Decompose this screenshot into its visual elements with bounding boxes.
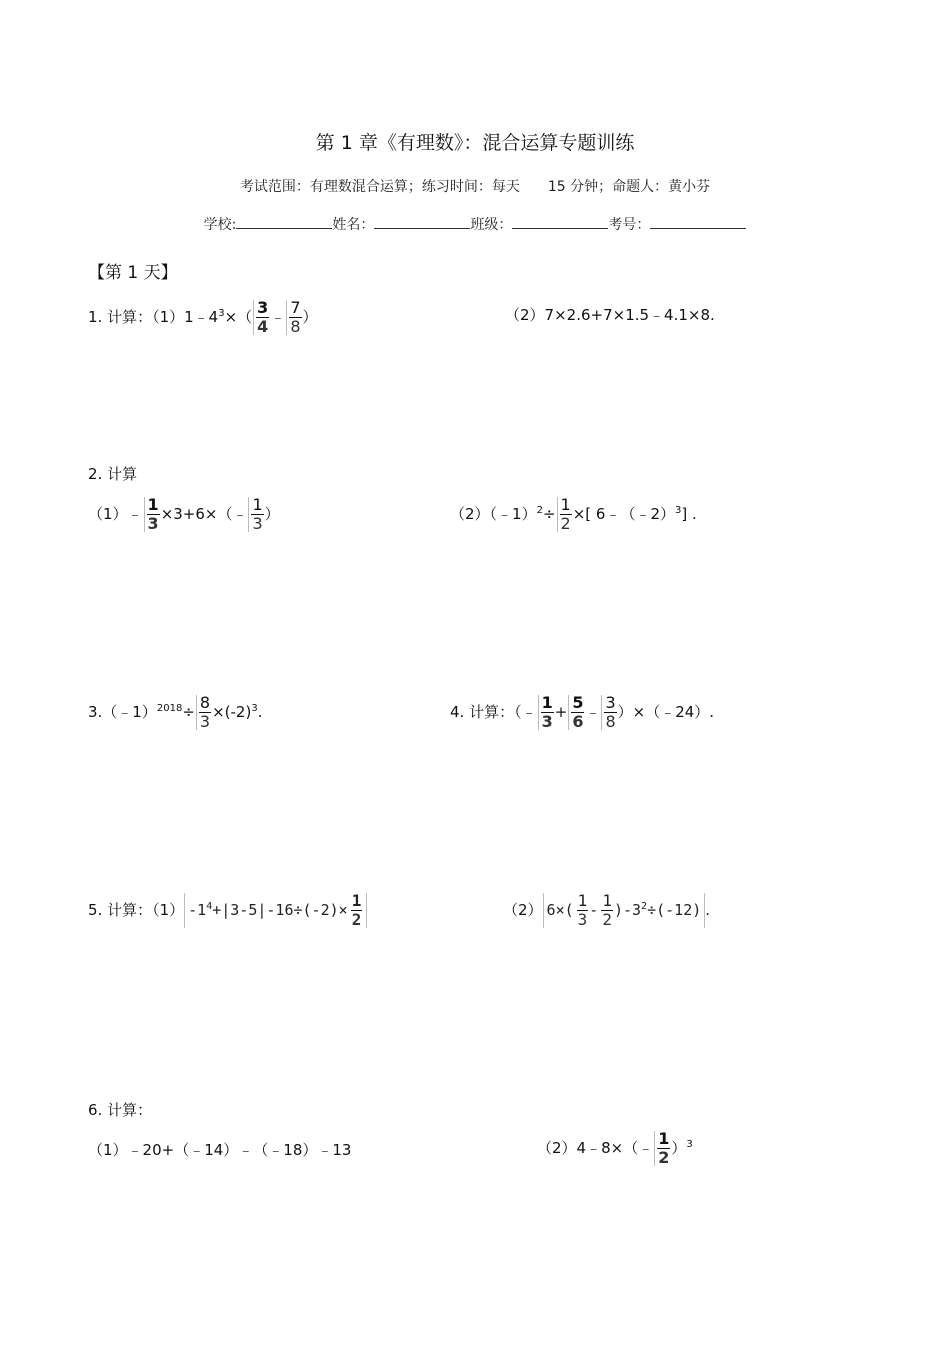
- fraction: $\frac{1}{3}$: [538, 695, 554, 730]
- question-1-part-1: 1. 计算：$(1)1﹣4^3\times$（ $\frac{3}{4}$ ﹣ $\frac{7}{8}$ ）: [88, 298, 318, 336]
- question-4: 4. 计算：（﹣ $\frac{1}{3}$ + $\frac{5}{6}$ ﹣ $\frac{3}{8}$ ）×（﹣24）.: [450, 693, 715, 731]
- question-5-part-1: 5. 计算：（1） $-1^4+|3-5|-16\div(-2)\times$ $\frac{1}{2}$: [88, 893, 367, 928]
- day-label: 【第 1 天】: [88, 263, 178, 283]
- question-6-part-1: （1）﹣20+（﹣14）﹣（﹣18）﹣13: [88, 1141, 352, 1159]
- number-label: 考号：: [608, 217, 651, 233]
- fraction: $\frac{1}{3}$: [577, 891, 588, 929]
- fraction: $\frac{7}{8}$: [286, 300, 301, 335]
- fraction: $\frac{1}{2}$: [654, 1131, 670, 1166]
- fraction: $\frac{8}{3}$: [196, 695, 211, 730]
- question-2-label: 2. 计算: [88, 465, 138, 483]
- question-5-part-2: （2） 6×( $\frac{1}{3}$ - $\frac{1}{2}$ )$-3^2\div(-12)$ .: [503, 891, 711, 929]
- student-info-line: [0, 214, 950, 234]
- class-label: 班级：: [470, 217, 513, 233]
- question-2-part-1: （1）﹣ $\frac{1}{3}$ ×3+6×（﹣ $\frac{1}{3}$ ）: [88, 495, 280, 533]
- fraction: $\frac{1}{3}$: [248, 497, 263, 532]
- fraction: $\frac{3}{8}$: [601, 695, 616, 730]
- school-blank[interactable]: [236, 214, 332, 229]
- fraction: $\frac{1}{2}$: [351, 891, 362, 929]
- exam-subtitle: 考试范围：有理数混合运算；练习时间：每天 15 分钟；命题人：黄小芬: [239, 179, 711, 195]
- school-label: 学校:: [203, 217, 237, 233]
- name-label: 姓名：: [332, 217, 375, 233]
- question-2-part-2: （2）（﹣1）$^2$÷ $\frac{1}{2}$ ×[ 6﹣（﹣2）$^3$] .: [450, 495, 697, 533]
- expression-image: 6×( $\frac{1}{3}$ - $\frac{1}{2}$ )$-3^2\div(-12)$: [543, 893, 706, 928]
- question-6-label: 6. 计算：: [88, 1101, 153, 1119]
- fraction: $\frac{3}{4}$: [253, 300, 269, 335]
- number-blank[interactable]: [650, 214, 746, 229]
- fraction: $\frac{1}{2}$: [602, 891, 612, 929]
- question-3: 3.（﹣1）$^{2018}$÷ $\frac{8}{3}$ $\times(-2)^3$.: [88, 693, 263, 731]
- name-blank[interactable]: [374, 214, 470, 229]
- class-blank[interactable]: [512, 214, 608, 229]
- question-6-part-2: （2）4﹣8×（﹣ $\frac{1}{2}$ ）$^3$: [537, 1129, 693, 1167]
- fraction: $\frac{1}{3}$: [144, 497, 160, 532]
- page-title: 第 1 章《有理数》：混合运算专题训练: [315, 132, 635, 154]
- expression-image: $-1^4+|3-5|-16\div(-2)\times$ $\frac{1}{2}$: [184, 893, 367, 928]
- fraction: $\frac{5}{6}$: [568, 695, 584, 730]
- question-1-part-2: （2）7×2.6+7×1.5﹣4.1×8.: [505, 306, 715, 324]
- fraction: $\frac{1}{2}$: [557, 497, 572, 532]
